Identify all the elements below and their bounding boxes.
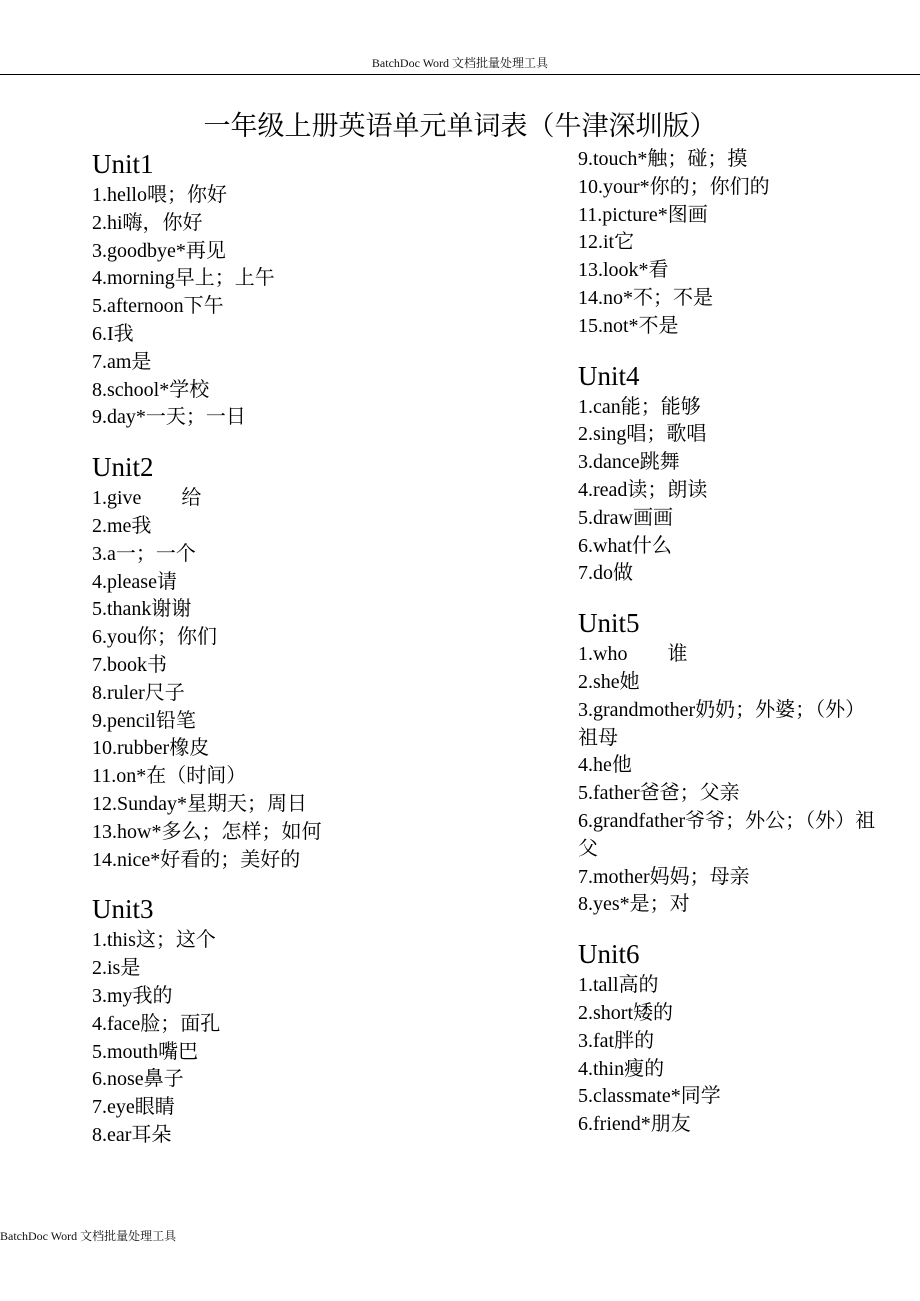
vocab-item: 10.rubber橡皮 <box>92 737 210 760</box>
vocab-item: 1.give 给 <box>92 487 202 510</box>
unit-heading: Unit1 <box>92 149 154 179</box>
unit-heading: Unit5 <box>578 608 640 639</box>
vocab-item: 7.mother妈妈；母亲 <box>578 865 750 888</box>
vocab-item: 1.tall高的 <box>578 974 659 997</box>
vocab-item: 2.short矮的 <box>578 1001 673 1024</box>
vocab-item: 11.picture*图画 <box>578 203 708 226</box>
vocab-item: 2.hi嗨，你好 <box>92 211 203 234</box>
unit-section <box>92 449 492 874</box>
vocab-item: 9.day*一天；一日 <box>92 406 246 429</box>
vocab-item: 13.look*看 <box>578 259 669 282</box>
vocab-item: 7.am是 <box>92 350 152 373</box>
vocab-item: 1.can能；能够 <box>578 395 701 418</box>
vocab-item: 2.me我 <box>92 514 152 537</box>
vocab-item: 6.what什么 <box>578 534 672 557</box>
vocab-item: 8.ear耳朵 <box>92 1123 172 1146</box>
vocab-item: 5.thank谢谢 <box>92 598 192 621</box>
unit-section <box>578 358 878 589</box>
vocab-item: 5.classmate*同学 <box>578 1085 721 1108</box>
unit-heading: Unit6 <box>578 939 640 970</box>
vocab-item: 13.how*多么；怎样；如何 <box>92 820 322 843</box>
vocab-item: 6.nose鼻子 <box>92 1068 184 1091</box>
vocab-item: 8.yes*是；对 <box>578 893 690 916</box>
vocab-item: 1.this这；这个 <box>92 929 216 952</box>
unit-heading: Unit4 <box>578 360 640 391</box>
vocab-item: 9.pencil铅笔 <box>92 709 196 732</box>
vocab-item: 3.fat胖的 <box>578 1029 655 1052</box>
vocab-item: 8.ruler尺子 <box>92 681 185 704</box>
vocab-item: 2.is是 <box>92 957 141 980</box>
vocab-item: 5.draw画画 <box>578 506 673 529</box>
vocab-item: 7.eye眼睛 <box>92 1096 175 1119</box>
vocab-item: 12.Sunday*星期天；周日 <box>92 792 307 815</box>
vocab-item: 2.sing唱；歌唱 <box>578 423 707 446</box>
unit-section <box>578 605 878 919</box>
vocab-item: 10.your*你的；你们的 <box>578 175 770 198</box>
vocab-item: 6.you你；你们 <box>92 626 217 649</box>
vocab-item: 3.goodbye*再见 <box>92 239 226 262</box>
vocab-item: 7.book书 <box>92 653 167 676</box>
vocab-item: 4.morning早上；上午 <box>92 267 275 290</box>
vocab-item: 3.my我的 <box>92 984 173 1007</box>
page-header: BatchDoc Word 文档批量处理工具 <box>371 56 549 70</box>
vocab-item: 4.read读；朗读 <box>578 478 708 501</box>
unit-section-continued <box>578 146 878 341</box>
vocab-item: 5.afternoon下午 <box>92 295 224 318</box>
page-footer: BatchDoc Word 文档批量处理工具 <box>0 1229 177 1243</box>
vocab-item: 1.hello喂；你好 <box>92 184 227 206</box>
unit-heading: Unit2 <box>92 452 154 483</box>
vocab-item: 4.face脸；面孔 <box>92 1012 221 1035</box>
vocab-item: 6.friend*朋友 <box>578 1113 691 1136</box>
vocab-item: 15.not*不是 <box>578 314 679 337</box>
vocab-item: 4.thin瘦的 <box>578 1057 665 1080</box>
header-divider <box>0 74 920 75</box>
vocab-item: 6.I我 <box>92 322 134 345</box>
vocab-item: 14.no*不；不是 <box>578 286 713 309</box>
vocab-item: 12.it它 <box>578 231 635 254</box>
vocab-item: 6.grandfather爷爷；外公；（外）祖父 <box>578 809 876 860</box>
left-column <box>92 146 492 1150</box>
vocab-item: 1.who 谁 <box>578 643 688 666</box>
vocab-item: 3.dance跳舞 <box>578 451 680 474</box>
right-column <box>578 146 878 1139</box>
unit-heading: Unit3 <box>92 894 154 925</box>
vocab-item: 3.grandmother奶奶；外婆；（外）祖母 <box>578 698 866 749</box>
vocab-item: 5.mouth嘴巴 <box>92 1040 199 1063</box>
unit-section <box>92 146 492 432</box>
vocab-item: 14.nice*好看的；美好的 <box>92 848 301 871</box>
vocab-item: 4.he他 <box>578 754 632 777</box>
document-title: 一年级上册英语单元单词表（牛津深圳版） <box>203 111 717 142</box>
vocab-item: 5.father爸爸；父亲 <box>578 782 740 805</box>
vocab-item: 9.touch*触；碰；摸 <box>578 148 748 170</box>
vocab-item: 3.a一；一个 <box>92 542 196 565</box>
vocab-item: 8.school*学校 <box>92 378 210 401</box>
unit-section <box>92 891 492 1149</box>
vocab-item: 7.do做 <box>578 562 633 585</box>
vocab-item: 2.she她 <box>578 670 640 693</box>
vocab-item: 11.on*在（时间） <box>92 765 247 788</box>
unit-section <box>578 936 878 1139</box>
vocab-item: 4.please请 <box>92 570 177 593</box>
